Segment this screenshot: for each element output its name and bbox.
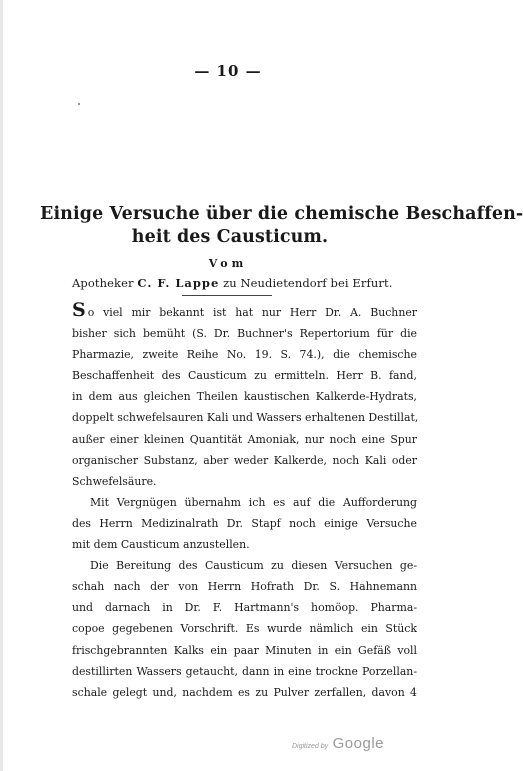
body-line: Beschaffenheit des Causticum zu ermitteln. Herr B. fand, xyxy=(72,369,417,383)
body-line: mit dem Causticum anzustellen. xyxy=(72,538,250,552)
watermark-brand: Google xyxy=(332,735,385,752)
body-line: außer einer kleinen Quantität Amoniak, nur noch eine Spur xyxy=(72,432,417,446)
body-line: destillirten Wassers getaucht, dann in eine trockne Porzellan- xyxy=(72,664,417,678)
watermark-prefix: Digitized by xyxy=(292,743,329,750)
ink-speck xyxy=(78,103,80,105)
body-line: copoe gegebenen Vorschrift. Es wurde nämlich ein Stück xyxy=(72,622,417,636)
author-name: C. F. Lappe xyxy=(137,276,220,290)
body-line: schah nach der von Herrn Hofrath Dr. S. Hahnemann xyxy=(72,580,417,594)
body-line: des Herrn Medizinalrath Dr. Stapf noch einige Versuche xyxy=(72,516,417,530)
body-line: organischer Substanz, aber weder Kalkerde, noch Kali oder xyxy=(72,453,417,467)
body-line: Pharmazie, zweite Reihe No. 19. S. 74.), die chemische xyxy=(72,348,417,362)
body-line: Die Bereitung des Causticum zu diesen Versuchen ge- xyxy=(90,559,417,573)
body-line: schale gelegt und, nachdem es zu Pulver zerfallen, davon 4 xyxy=(72,685,417,699)
body-line: und darnach in Dr. F. Hartmann's homöop. Pharma- xyxy=(72,601,417,615)
body-line xyxy=(72,299,417,323)
body-line: Schwefelsäure. xyxy=(72,474,157,488)
byline-vom: Vom xyxy=(208,257,248,270)
title-divider xyxy=(182,295,272,296)
body-line: in dem aus gleichen Theilen kaustischen Kalkerde-Hydrats, xyxy=(72,390,417,404)
page-number: — 10 — xyxy=(194,62,262,80)
digitized-watermark xyxy=(292,735,384,753)
body-text xyxy=(72,299,419,703)
body-line: doppelt schwefelsauren Kali und Wassers erhaltenen Destillat, xyxy=(72,411,419,425)
author-line xyxy=(72,276,432,290)
article-title xyxy=(40,203,523,249)
title-line-1: Einige Versuche über die chemische Beschaffen- xyxy=(40,204,523,224)
dropcap: S xyxy=(72,299,86,321)
author-profession: Apotheker xyxy=(72,276,134,290)
body-line: bisher sich bemüht (S. Dr. Buchner's Repertorium für die xyxy=(72,327,417,341)
body-line: Mit Vergnügen übernahm ich es auf die Aufforderung xyxy=(90,495,417,509)
author-location: zu Neudietendorf bei Erfurt. xyxy=(223,276,393,290)
page-edge-shadow xyxy=(0,0,3,771)
title-line-2: heit des Causticum. xyxy=(131,227,329,247)
body-line: frischgebrannten Kalks ein paar Minuten in ein Gefäß voll xyxy=(72,643,417,657)
body-line-text: o viel mir bekannt ist hat nur Herr Dr. A. Buchner xyxy=(87,306,417,319)
